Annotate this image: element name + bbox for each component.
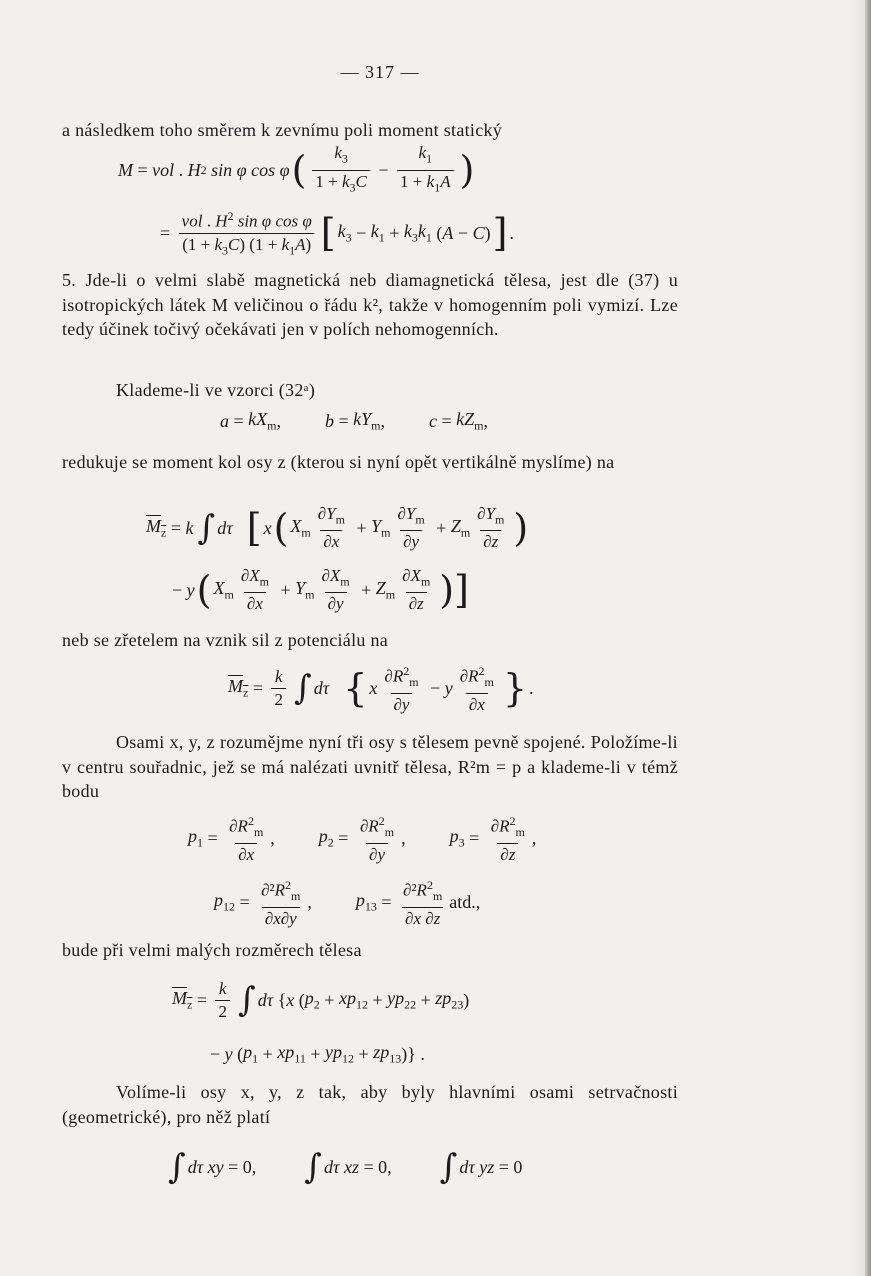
page-edge-shadow [851, 0, 865, 1276]
paragraph-klademe: Klademe-li ve vzorci (32ᵃ) [116, 380, 316, 400]
atd-label: atd., [449, 891, 481, 912]
paragraph-volime: Volíme-li osy x, y, z tak, aby byly hlavními osami setrvačnosti (geometrické), pro něž platí [62, 1082, 678, 1127]
equation-mz-2: − y ( $X_m$ $\frac{\partial X_m}{\partial x}$ + $Y_m$ $\frac{\partial X_m}{\partial y}$ + $Z_m$ $\frac{\partial X_m}{\partial z}$ )] [172, 565, 469, 614]
paragraph-bude: bude při velmi malých rozměrech tělesa [62, 940, 362, 960]
page-number: — 317 — [340, 62, 420, 82]
equation-mz-potential: $M_z$ = $\frac{k}{2}$ ∫ dτ { x $\frac{\partial R^2_m}{\partial y}$ − y $\frac{\partial R^2_m}{\partial x}$ } . [228, 663, 534, 715]
equation-abc: a = $kX_m$ , b = $kY_m$ , c = $kZ_m$ , [220, 408, 488, 433]
equation-moment-1: M = vol . H 2 sin φ cos φ ( $\frac{k_3}{1 + k_3C}$ − $\frac{k_1}{1 + k_1A}$ ) [118, 142, 476, 198]
equation-mz-approx-1: $M_z$ = $\frac{k}{2}$ ∫ dτ { x ( $p_2$ + $xp_{12}$ + $yp_{22}$ + $zp_{23}$ ) [172, 978, 470, 1021]
equation-mz-approx-2: − y ( $p_1$ + $xp_{11}$ + $yp_{12}$ + $zp_{13}$ )} . [210, 1041, 425, 1066]
paragraph-osami: Osami x, y, z rozumějme nyní tři osy s tělesem pevně spojené. Položíme-li v centru souřadnic, jež se má nalézati uvnitř tělesa, R²m = p a klademe-li v témž bodu [62, 732, 678, 801]
equation-inertia: ∫ dτ xy = 0, ∫ dτ xz = 0, ∫ dτ yz = 0 [168, 1147, 523, 1187]
equation-mz-1: $M_z$ = k ∫ dτ [ x ( $X_m$ $\frac{\partial Y_m}{\partial x}$ + $Y_m$ $\frac{\partial Y_m}{\partial y}$ + $Z_m$ $\frac{\partial Y_m}{\partial z}$ ) [146, 503, 529, 552]
equation-moment-2: = $\frac{vol . H^2 \sin \varphi \cos \varphi}{(1 + k_3C) (1 + k_1A)}$ [ $k_3$ − $k_1$ + $k_3k_1$ ( A − C ) ] . [160, 204, 514, 262]
paragraph-section-5: 5. Jde-li o velmi slabě magnetická neb diamagnetická tělesa, jest dle (37) u isotropických látek M veličinou o řádu k², takže v homogenním poli vymizí. Lze tedy účinek točivý očekávati jen v polích nehomogenních. [62, 270, 678, 339]
paragraph-potencial: neb se zřetelem na vznik sil z potenciálu na [62, 630, 389, 650]
page-edge [865, 0, 871, 1276]
paragraph-intro: a následkem toho směrem k zevnímu poli moment statický [62, 120, 503, 140]
equation-p-second: $p_{12}$ = $\frac{\partial^2R^2_m}{\partial x\partial y}$ , $p_{13}$ = $\frac{\partial^2R^2_m}{\partial x \partial z}$ atd., [214, 877, 481, 929]
paragraph-redukuje: redukuje se moment kol osy z (kterou si nyní opět vertikálně myslíme) na [62, 452, 615, 472]
equation-p-first: $p_1$ = $\frac{\partial R^2_m}{\partial x}$ , $p_2$ = $\frac{\partial R^2_m}{\partial y}$ , $p_3$ = $\frac{\partial R^2_m}{\partial z}$ , [188, 813, 537, 865]
